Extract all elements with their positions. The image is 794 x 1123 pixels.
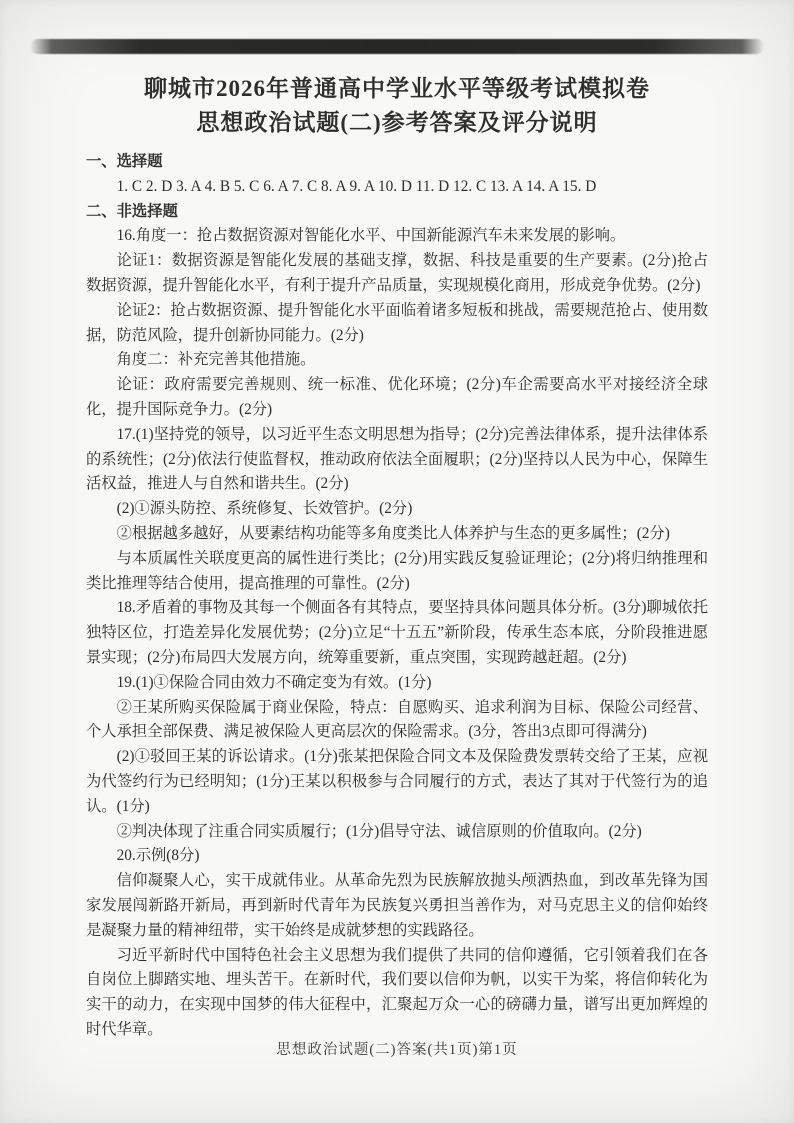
title-block xyxy=(0,0,794,140)
answer-body xyxy=(86,150,708,1043)
answer-paragraph-q16-proof1: 论证1：数据资源是智能化发展的基础支撑，数据、科技是重要的生产要素。(2分)抢占数据资源，提升智能化水平，有利于提升产品质量，实现规模化商用，形成竞争优势。(2分) xyxy=(86,252,708,294)
section-heading-multiple-choice: 一、选择题 xyxy=(86,153,163,170)
answer-paragraph-q17-2b: ②根据越多越好，从要素结构功能等多角度类比人体养护与生态的更多属性；(2分) xyxy=(116,524,670,542)
doc-title-line2: 思想政治试题(二)参考答案及评分说明 xyxy=(196,110,598,135)
answer-paragraph-q19-2a: (2)①驳回王某的诉讼请求。(1分)张某把保险合同文本及保险费发票转交给了王某，应视为代签约行为已经明知；(1分)王某以积极参与合同履行的方式，表达了其对于代签行为的追认。(1分) xyxy=(86,748,708,815)
answer-paragraph-q19-1a: 19.(1)①保险合同由效力不确定变为有效。(1分) xyxy=(116,673,432,691)
answer-paragraph-q20-head: 20.示例(8分) xyxy=(116,847,200,865)
answer-paragraph-q18: 18.矛盾着的事物及其每一个侧面各有其特点，要坚持具体问题具体分析。(3分)聊城依托独特区位，打造差异化发展优势；(2分)立足“十五五”新阶段，传承生态本底，分阶段推进愿景实现；(2分)布局四大发展方向，统筹重要新，重点突围，实现跨越赶超。(2分) xyxy=(86,599,708,666)
answer-paragraph-q16-proof3: 论证：政府需要完善规则、统一标准、优化环境；(2分)车企需要高水平对接经济全球化，提升国际竞争力。(2分) xyxy=(86,376,708,418)
doc-title-line1: 聊城市2026年普通高中学业水平等级考试模拟卷 xyxy=(144,76,650,101)
scan-artifact-bar xyxy=(30,39,764,54)
answer-paragraph-q17-2c: 与本质属性关联度更高的属性进行类比；(2分)用实践反复验证理论；(2分)将归纳推理和类比推理等结合使用，提高推理的可靠性。(2分) xyxy=(86,549,708,592)
answer-paragraph-q17-2a: (2)①源头防控、系统修复、长效管护。(2分) xyxy=(116,500,413,518)
answer-paragraph-q17-1: 17.(1)坚持党的领导，以习近平生态文明思想为指导；(2分)完善法律体系，提升法律体系的系统性；(2分)依法行使监督权，推动政府依法全面履职；(2分)坚持以人民为中心，保障生活权益，推进人与自然和谐共生。(2分) xyxy=(86,425,708,493)
answer-paragraph-q16-proof2: 论证2：抢占数据资源、提升智能化水平面临着诸多短板和挑战，需要规范抢占、使用数据，防范风险，提升创新协同能力。(2分) xyxy=(86,301,708,344)
multiple-choice-answers: 1. C 2. D 3. A 4. B 5. C 6. A 7. C 8. A 9. A 10. D 11. D 12. C 13. A 14. A 15. D xyxy=(116,177,597,195)
answer-paragraph-q19-2b: ②判决体现了注重合同实质履行；(1分)倡导守法、诚信原则的价值取向。(2分) xyxy=(116,822,642,840)
answer-paragraph-q16-angle2: 角度二：补充完善其他措施。 xyxy=(116,351,316,369)
section-heading-non-choice: 二、非选择题 xyxy=(86,202,178,220)
answer-paragraph-q16-angle1: 16.角度一：抢占数据资源对智能化水平、中国新能源汽车未来发展的影响。 xyxy=(116,227,626,245)
answer-paragraph-q20-body1: 信仰凝聚人心，实干成就伟业。从革命先烈为民族解放抛头颅洒热血，到改革先锋为国家发展闯新路开新局，再到新时代青年为民族复兴勇担当善作为，对马克思主义的信仰始终是凝聚力量的精神纽带，实干始终是成就梦想的实践路径。 xyxy=(86,872,708,939)
answer-paragraph-q20-body2: 习近平新时代中国特色社会主义思想为我们提供了共同的信仰遵循，它引领着我们在各自岗位上脚踏实地、埋头苦干。在新时代，我们要以信仰为帆，以实干为桨，将信仰转化为实干的动力，在实现中国梦的伟大征程中，汇聚起万众一心的磅礴力量，谱写出更加辉煌的时代华章。 xyxy=(86,946,708,1038)
page-footer: 思想政治试题(二)答案(共1页)第1页 xyxy=(276,1042,518,1058)
answer-paragraph-q19-1b: ②王某所购买保险属于商业保险，特点：自愿购买、追求利润为目标、保险公司经营、个人承担全部保费、满足被保险人更高层次的保险需求。(3分，答出3点即可得满分) xyxy=(86,698,708,741)
